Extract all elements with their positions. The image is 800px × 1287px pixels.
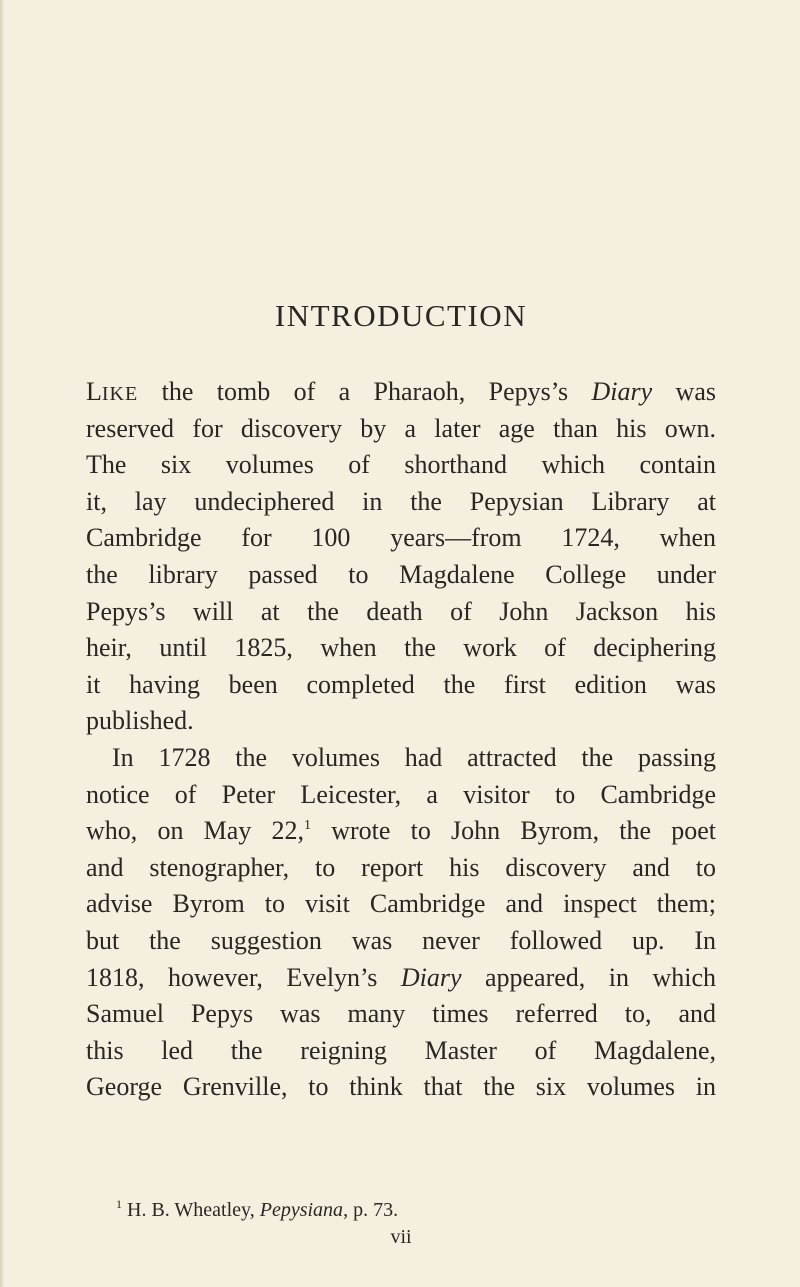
text-span: was <box>652 377 716 406</box>
text-line: In 1728 the volumes had attracted the passing <box>112 742 716 772</box>
footnote <box>86 1197 716 1223</box>
italic-title: Diary <box>591 377 653 406</box>
text-line <box>86 374 716 411</box>
text-span: who, on May 22, <box>86 816 305 846</box>
text-span: the tomb of a Pharaoh, Pepys’s <box>138 377 592 406</box>
drop-initial: L <box>86 377 102 406</box>
text-span: appeared, in which <box>461 962 716 992</box>
text-line: it having been completed the first edition was <box>86 669 716 699</box>
body-text <box>86 374 716 1106</box>
footnote-text: H. B. Wheatley, <box>122 1199 260 1221</box>
small-caps-word: IKE <box>101 383 139 405</box>
footnote-reference: 1 <box>304 818 312 834</box>
text-span: wrote to John Byrom, the poet <box>311 816 716 846</box>
page-edge-shadow <box>0 0 5 1287</box>
text-line <box>86 813 716 850</box>
text-line: Samuel Pepys was many times referred to, and <box>86 999 716 1029</box>
text-line: published. <box>86 706 194 736</box>
text-line: and stenographer, to report his discovery and to <box>86 852 716 882</box>
text-line: it, lay undeciphered in the Pepysian Library at <box>86 486 716 516</box>
footnote-text: , p. 73. <box>343 1199 399 1221</box>
footnote-italic: Pepysiana <box>259 1199 344 1221</box>
text-line: reserved for discovery by a later age than his own. <box>86 413 716 443</box>
text-line: notice of Peter Leicester, a visitor to Cambridge <box>86 779 716 809</box>
text-line: but the suggestion was never followed up. In <box>86 925 716 955</box>
text-line: advise Byrom to visit Cambridge and inspect them; <box>86 889 716 919</box>
text-line: Pepys’s will at the death of John Jackson his <box>86 596 716 626</box>
text-line: heir, until 1825, when the work of deciphering <box>86 633 716 663</box>
text-line: this led the reigning Master of Magdalene, <box>86 1035 716 1065</box>
book-page <box>86 0 716 1287</box>
text-line: Cambridge for 100 years—from 1724, when <box>86 523 716 553</box>
text-span: 1818, however, Evelyn’s <box>86 962 401 992</box>
page-number: vii <box>390 1226 412 1248</box>
footnote-mark: 1 <box>116 1197 122 1211</box>
text-line: George Grenville, to think that the six volumes in <box>86 1072 716 1102</box>
chapter-heading: INTRODUCTION <box>274 298 528 333</box>
text-line: the library passed to Magdalene College under <box>86 559 716 589</box>
text-line: The six volumes of shorthand which contain <box>86 450 716 480</box>
text-line <box>86 960 716 997</box>
italic-title: Diary <box>400 962 462 992</box>
